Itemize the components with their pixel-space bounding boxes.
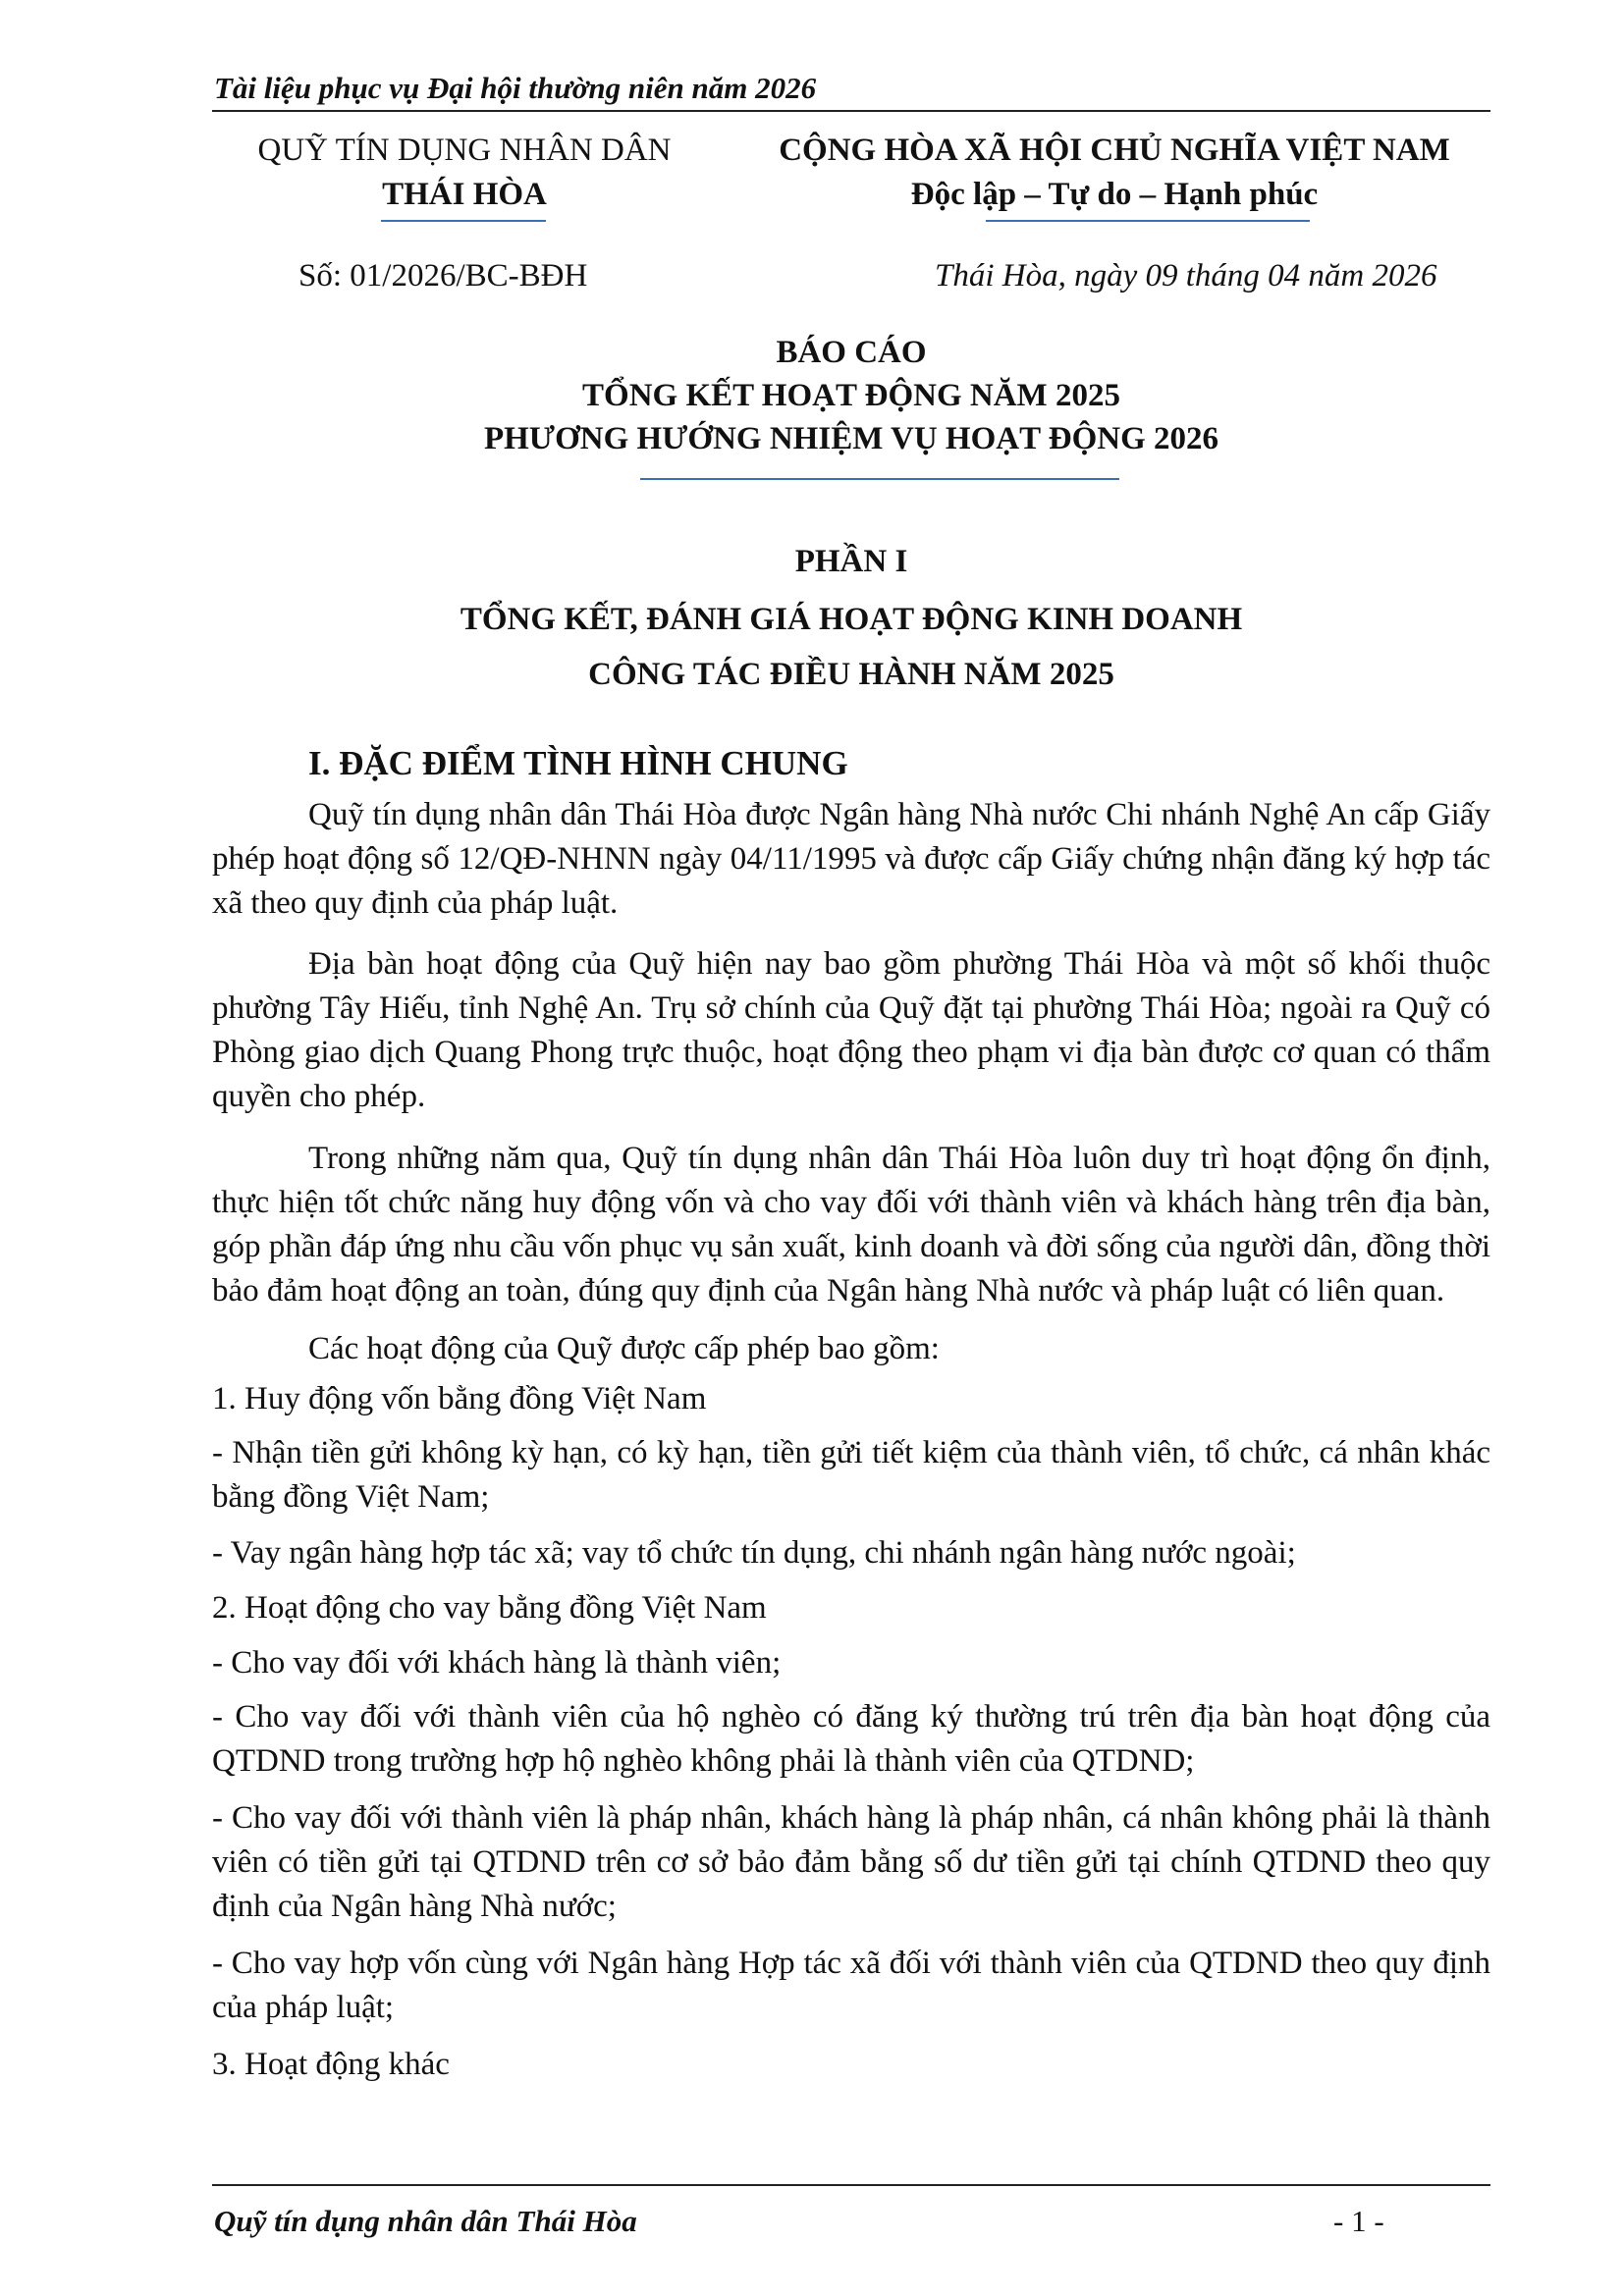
list-item: - Vay ngân hàng hợp tác xã; vay tổ chức tín dụng, chi nhánh ngân hàng nước ngoài;: [212, 1535, 1296, 1571]
footer-organization: Quỹ tín dụng nhân dân Thái Hòa: [214, 2204, 637, 2238]
report-title: [212, 331, 1490, 460]
document-number: Số: 01/2026/BC-BĐH: [298, 258, 588, 294]
header-divider: [212, 110, 1490, 112]
list-item: 1. Huy động vốn bằng đồng Việt Nam: [212, 1381, 707, 1416]
paragraph: Quỹ tín dụng nhân dân Thái Hòa được Ngân hàng Nhà nước Chi nhánh Nghệ An cấp Giấy phép hoạt động số 12/QĐ-NHNN ngày 04/11/1995 và được cấp Giấy chứng nhận đăng ký hợp tác xã theo quy định của pháp luật.: [212, 797, 1490, 921]
organization-branch: THÁI HÒA: [382, 177, 547, 212]
part-title-line: CÔNG TÁC ĐIỀU HÀNH NĂM 2025: [588, 657, 1114, 692]
national-motto: Độc lập – Tự do – Hạnh phúc: [910, 177, 1319, 212]
paragraph: Trong những năm qua, Quỹ tín dụng nhân dân Thái Hòa luôn duy trì hoạt động ổn định, thực hiện tốt chức năng huy động vốn và cho vay đối với thành viên và khách hàng trên địa bàn, góp phần đáp ứng nhu cầu vốn phục vụ sản xuất, kinh doanh và đời sống của người dân, đồng thời bảo đảm hoạt động an toàn, đúng quy định của Ngân hàng Nhà nước và pháp luật có liên quan.: [212, 1141, 1490, 1308]
national-title: CỘNG HÒA XÃ HỘI CHỦ NGHĨA VIỆT NAM: [779, 133, 1450, 168]
running-header: Tài liệu phục vụ Đại hội thường niên năm 2026: [214, 71, 817, 105]
report-title-line: BÁO CÁO: [776, 335, 927, 370]
list-item: - Cho vay đối với khách hàng là thành viên;: [212, 1645, 782, 1681]
list-item: - Cho vay đối với thành viên là pháp nhân, khách hàng là pháp nhân, cá nhân không phải là thành viên có tiền gửi tại QTDND trên cơ sở bảo đảm bằng số dư tiền gửi tại chính QTDND theo quy định của Ngân hàng Nhà nước;: [212, 1800, 1490, 1924]
list-item: 2. Hoạt động cho vay bằng đồng Việt Nam: [212, 1590, 767, 1626]
footer-divider: [212, 2184, 1490, 2186]
section-heading: I. ĐẶC ĐIỂM TÌNH HÌNH CHUNG: [308, 744, 848, 782]
report-title-line: PHƯƠNG HƯỚNG NHIỆM VỤ HOẠT ĐỘNG 2026: [483, 421, 1218, 456]
paragraph: Địa bàn hoạt động của Quỹ hiện nay bao gồm phường Thái Hòa và một số khối thuộc phường Tây Hiếu, tỉnh Nghệ An. Trụ sở chính của Quỹ đặt tại phường Thái Hòa; ngoài ra Quỹ có Phòng giao dịch Quang Phong trực thuộc, hoạt động theo phạm vi địa bàn được cơ quan có thẩm quyền cho phép.: [212, 946, 1490, 1114]
organization-name: QUỸ TÍN DỤNG NHÂN DÂN: [257, 133, 672, 168]
part-label: PHẦN I: [794, 544, 908, 579]
motto-underline: [986, 220, 1310, 222]
list-item: - Cho vay hợp vốn cùng với Ngân hàng Hợp tác xã đối với thành viên của QTDND theo quy định của pháp luật;: [212, 1946, 1490, 2025]
list-item: 3. Hoạt động khác: [212, 2047, 450, 2082]
organization-underline: [381, 220, 546, 222]
page-number: - 1 -: [1333, 2204, 1384, 2238]
report-title-line: TỔNG KẾT HOẠT ĐỘNG NĂM 2025: [582, 378, 1120, 413]
title-underline: [640, 478, 1119, 480]
place-and-date: Thái Hòa, ngày 09 tháng 04 năm 2026: [935, 258, 1437, 294]
list-item: - Cho vay đối với thành viên của hộ nghèo có đăng ký thường trú trên địa bàn hoạt động của QTDND trong trường hợp hộ nghèo không phải là thành viên của QTDND;: [212, 1699, 1490, 1779]
list-item: - Nhận tiền gửi không kỳ hạn, có kỳ hạn, tiền gửi tiết kiệm của thành viên, tổ chức, cá nhân khác bằng đồng Việt Nam;: [212, 1435, 1490, 1515]
part-heading: [212, 537, 1490, 702]
paragraph: Các hoạt động của Quỹ được cấp phép bao gồm:: [308, 1331, 940, 1366]
part-title-line: TỔNG KẾT, ĐÁNH GIÁ HOẠT ĐỘNG KINH DOANH: [460, 602, 1243, 637]
